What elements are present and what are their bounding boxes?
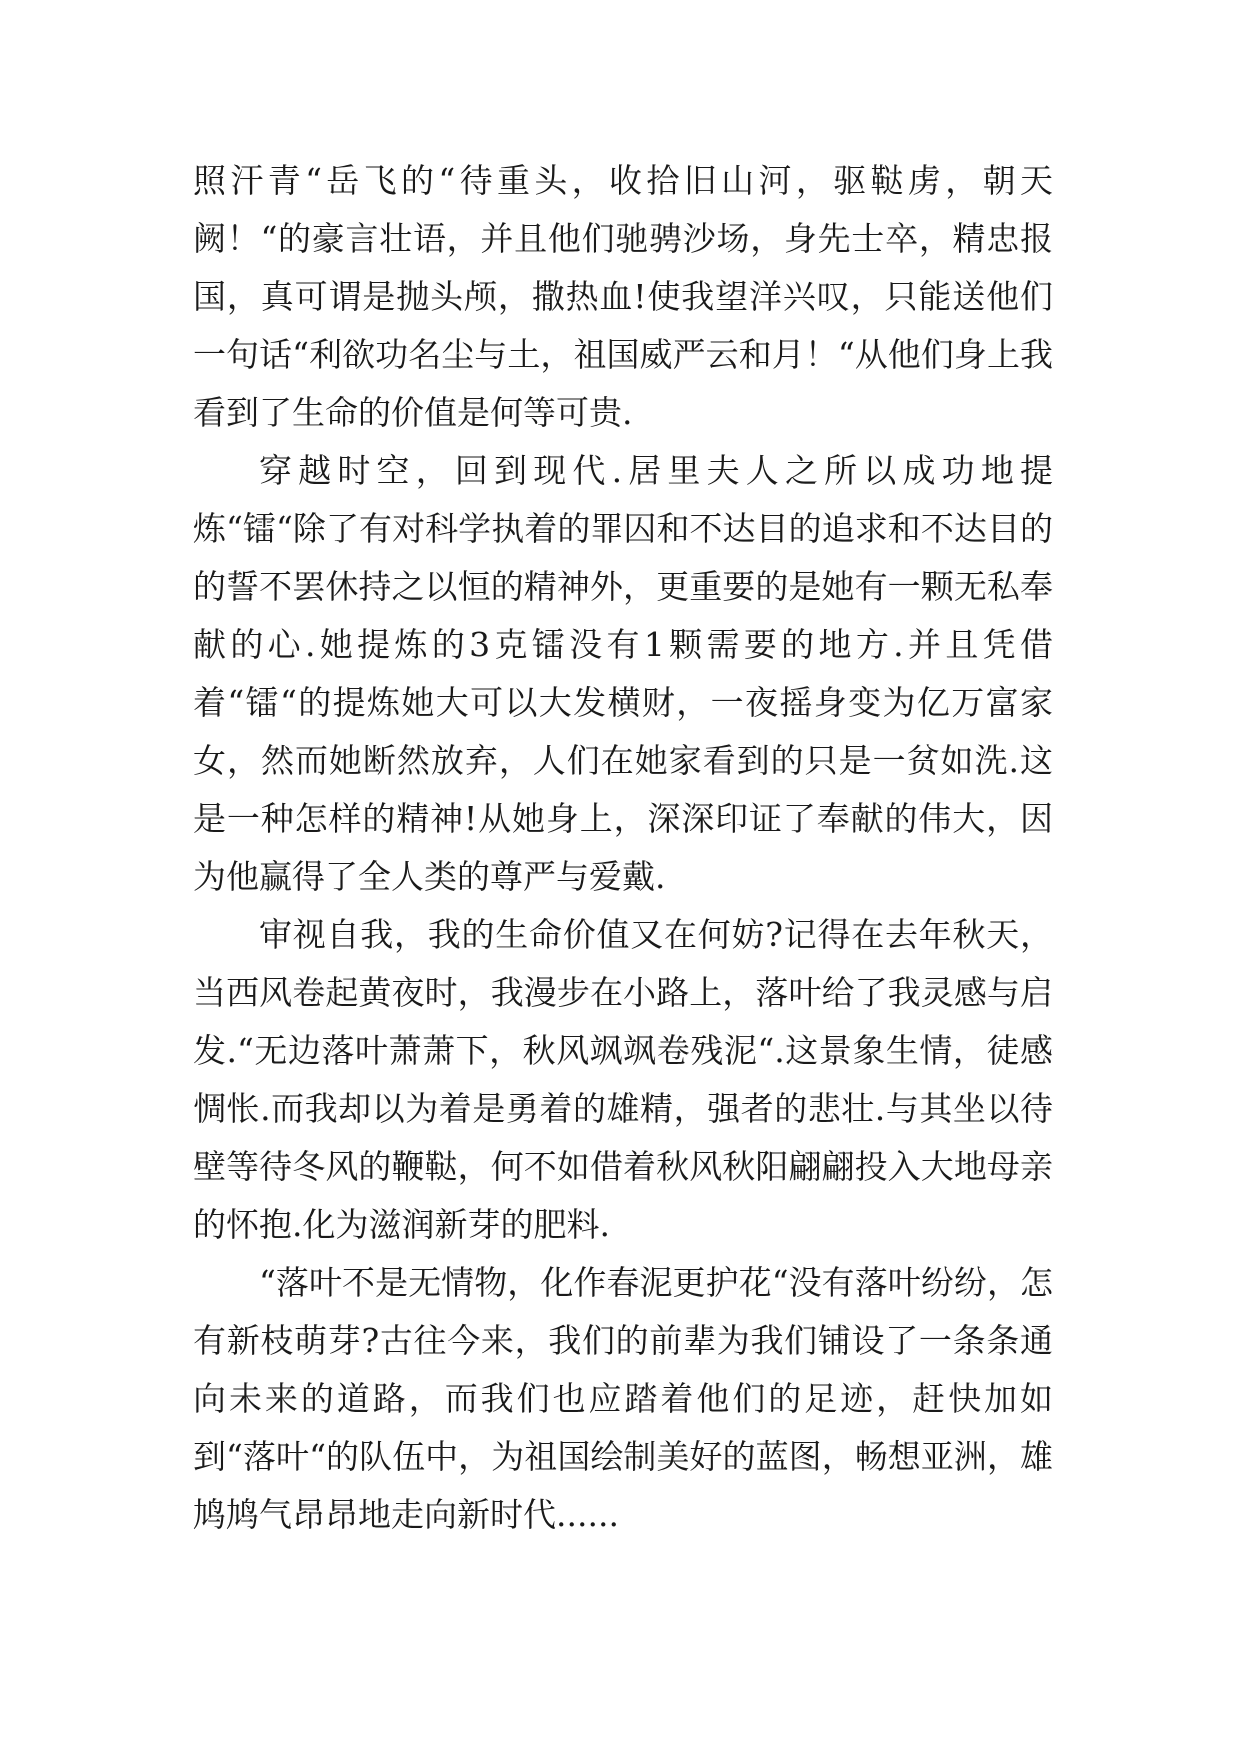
document-body	[193, 152, 1053, 1544]
paragraph-4: “落叶不是无情物，化作春泥更护花“没有落叶纷纷，怎有新枝萌芽?古往今来，我们的前辈为我们铺设了一条条通向未来的道路，而我们也应踏着他们的足迹，赶快加如到“落叶“的队伍中，为祖国绘制美好的蓝图，畅想亚洲，雄鸠鸠气昂昂地走向新时代......	[193, 1263, 1053, 1534]
paragraph-2: 穿越时空，回到现代.居里夫人之所以成功地提炼“镭“除了有对科学执着的罪囚和不达目的追求和不达目的的誓不罢休持之以恒的精神外，更重要的是她有一颗无私奉献的心.她提炼的3克镭没有1颗需要的地方.并且凭借着“镭“的提炼她大可以大发横财，一夜摇身变为亿万富家女，然而她断然放弃，人们在她家看到的只是一贫如洗.这是一种怎样的精神!从她身上，深深印证了奉献的伟大，因为他赢得了全人类的尊严与爱戴.	[193, 451, 1053, 896]
paragraph-1: 照汗青“岳飞的“待重头，收拾旧山河，驱鞑虏，朝天阙！“的豪言壮语，并且他们驰骋沙场，身先士卒，精忠报国，真可谓是抛头颅，撒热血!使我望洋兴叹，只能送他们一句话“利欲功名尘与土，祖国威严云和月！“从他们身上我看到了生命的价值是何等可贵.	[193, 161, 1053, 432]
paragraph-3: 审视自我，我的生命价值又在何妨?记得在去年秋天，当西风卷起黄夜时，我漫步在小路上，落叶给了我灵感与启发.“无边落叶萧萧下，秋风飒飒卷残泥“.这景象生情，徒感惆怅.而我却以为着是勇着的雄精，强者的悲壮.与其坐以待壁等待冬风的鞭鞑，何不如借着秋风秋阳翩翩投入大地母亲的怀抱.化为滋润新芽的肥料.	[193, 915, 1053, 1244]
